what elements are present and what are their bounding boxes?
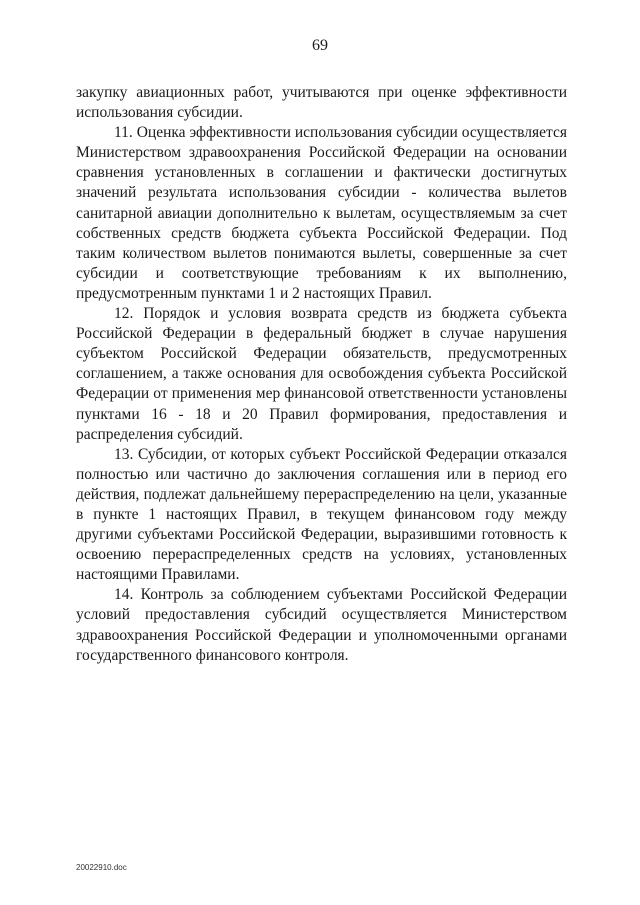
paragraph-11: 11. Оценка эффективности использования субсидии осуществляется Министерством здравоохранения Российской Федерации на основании сравнения установленных в соглашении и фактически достигнутых значений результата использования субсидии - количества вылетов санитарной авиации дополнительно к вылетам, осуществляемым за счет собственных средств бюджета субъекта Российской Федерации. Под таким количеством вылетов понимаются вылеты, совершенные за счет субсидии и соответствующие требованиям к их выполнению, предусмотренным пунктами 1 и 2 настоящих Правил. [76,124,567,302]
paragraph-12: 12. Порядок и условия возврата средств из бюджета субъекта Российской Федерации в федеральный бюджет в случае нарушения субъектом Российской Федерации обязательств, предусмотренных соглашением, а также основания для освобождения субъекта Российской Федерации от применения мер финансовой ответственности установлены пунктами 16 - 18 и 20 Правил формирования, предоставления и распределения субсидий. [76,305,567,443]
document-body [76,83,567,666]
footer-filename: 20022910.doc [76,863,127,872]
paragraph-13: 13. Субсидии, от которых субъект Российской Федерации отказался полностью или частично до заключения соглашения или в период его действия, подлежат дальнейшему перераспределению на цели, указанные в пункте 1 настоящих Правил, в текущем финансовом году между другими субъектами Российской Федерации, выразившими готовность к освоению перераспределенных средств на условиях, установленных настоящими Правилами. [76,445,567,584]
paragraph-14: 14. Контроль за соблюдением субъектами Российской Федерации условий предоставления субсидий осуществляется Министерством здравоохранения Российской Федерации и уполномоченными органами государственного финансового контроля. [76,586,567,664]
paragraph-continuation: закупку авиационных работ, учитываются при оценке эффективности использования субсидии. [76,84,567,122]
page-number: 69 [312,37,328,54]
